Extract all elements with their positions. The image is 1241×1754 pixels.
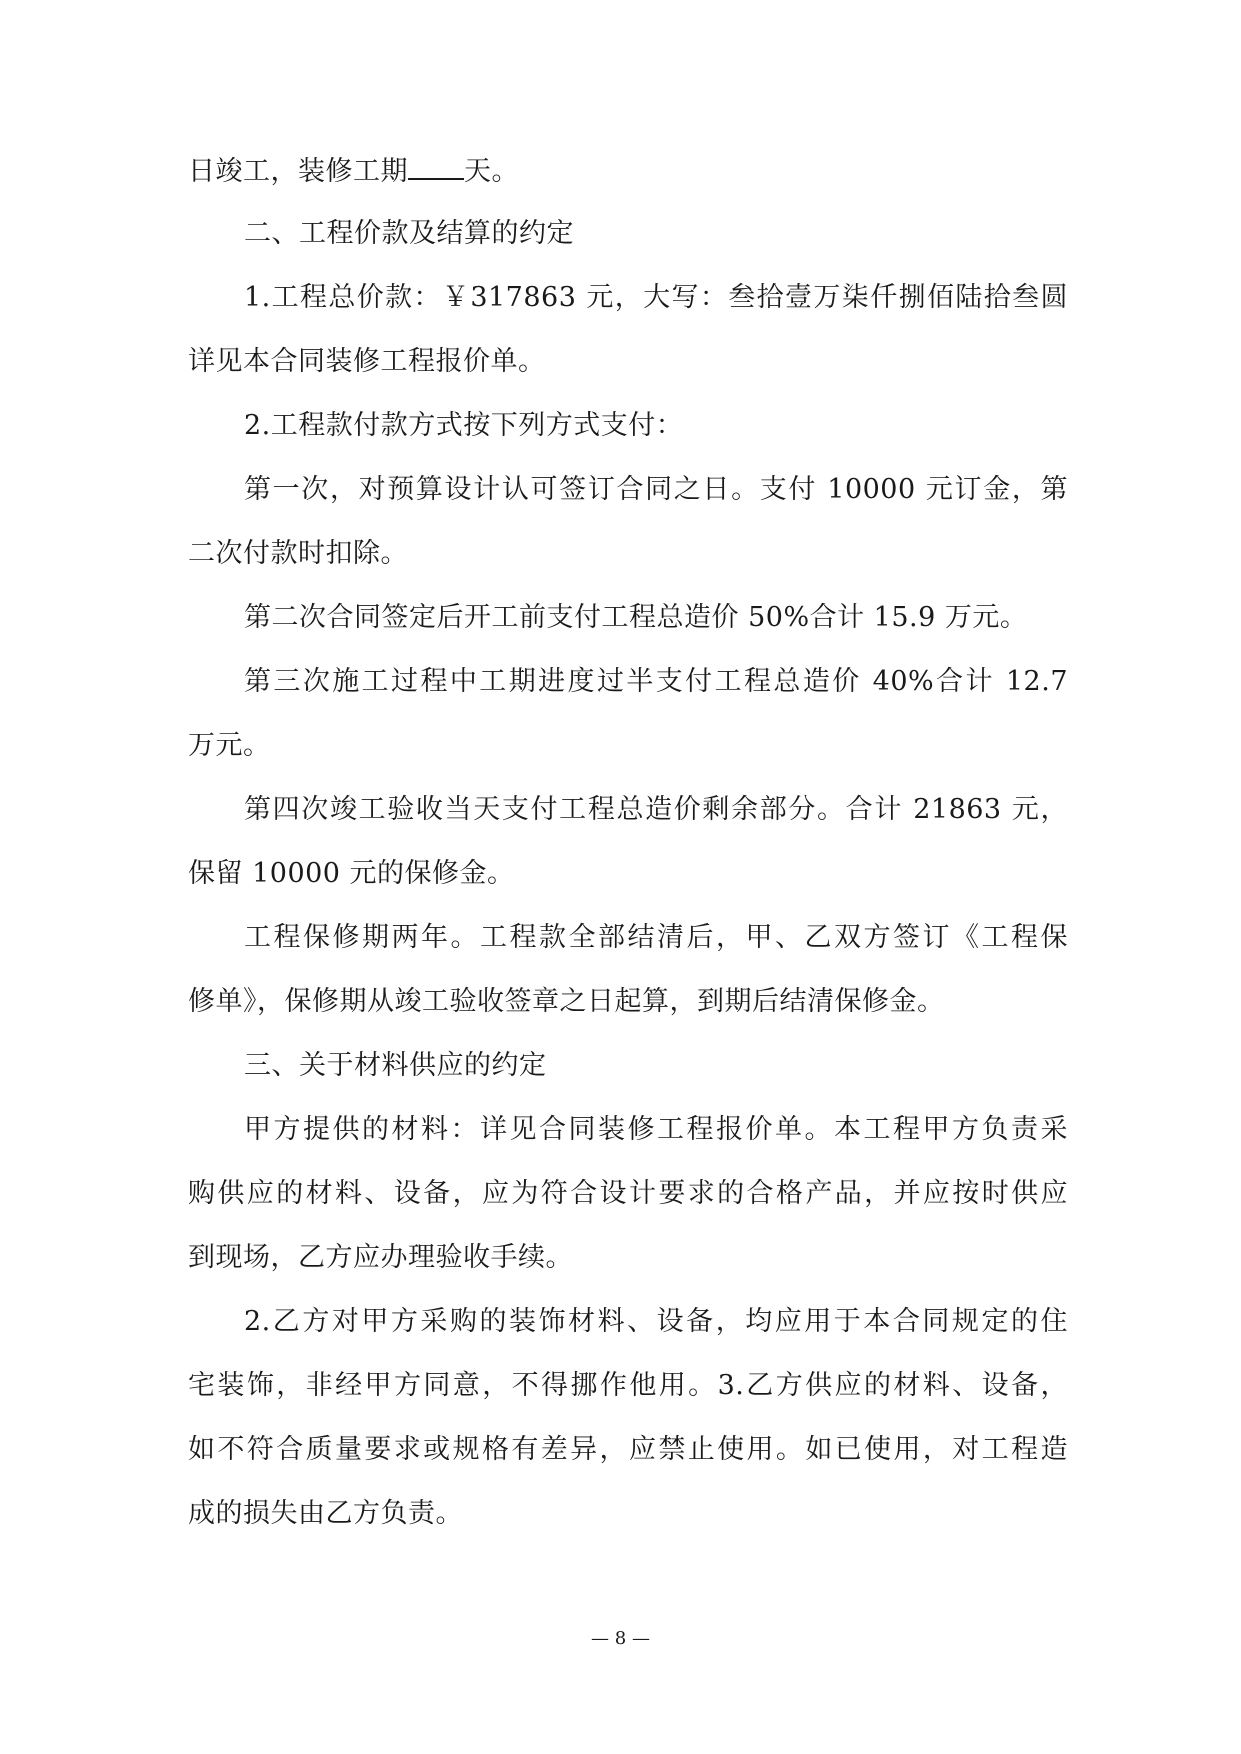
paragraph-line: 保留 10000 元的保修金。	[188, 858, 515, 889]
paragraph-line: 第三次施工过程中工期进度过半支付工程总造价 40%合计 12.7	[244, 666, 1068, 697]
paragraph-line: 甲方提供的材料：详见合同装修工程报价单。本工程甲方负责采	[244, 1114, 1068, 1145]
line-text: 日竣工，装修工期	[188, 156, 408, 187]
paragraph-line: 修单》，保修期从竣工验收签章之日起算，到期后结清保修金。	[188, 986, 945, 1017]
paragraph-line: 到现场，乙方应办理验收手续。	[188, 1242, 573, 1273]
paragraph-line: 2.乙方对甲方采购的装饰材料、设备，均应用于本合同规定的住	[244, 1306, 1068, 1337]
paragraph-line: 工程保修期两年。工程款全部结清后，甲、乙双方签订《工程保	[244, 922, 1068, 953]
paragraph-line: 第一次，对预算设计认可签订合同之日。支付 10000 元订金，第	[244, 474, 1068, 505]
paragraph-line: 万元。	[188, 730, 271, 761]
document-body	[188, 154, 1068, 1562]
paragraph-line: 如不符合质量要求或规格有差异，应禁止使用。如已使用，对工程造	[188, 1434, 1068, 1465]
section-heading: 二、工程价款及结算的约定	[244, 218, 574, 249]
paragraph-line: 第二次合同签定后开工前支付工程总造价 50%合计 15.9 万元。	[244, 602, 1028, 633]
paragraph-line: 第四次竣工验收当天支付工程总造价剩余部分。合计 21863 元，	[244, 794, 1068, 825]
line-text: 天。	[464, 156, 519, 187]
paragraph-line: 详见本合同装修工程报价单。	[188, 346, 546, 377]
blank-field	[408, 154, 464, 180]
paragraph-line	[188, 154, 1068, 186]
paragraph-line: 宅装饰，非经甲方同意，不得挪作他用。3.乙方供应的材料、设备，	[188, 1370, 1068, 1401]
section-heading: 三、关于材料供应的约定	[244, 1050, 547, 1081]
paragraph-line: 购供应的材料、设备，应为符合设计要求的合格产品，并应按时供应	[188, 1178, 1068, 1209]
paragraph-line: 成的损失由乙方负责。	[188, 1498, 463, 1529]
paragraph-line: 2.工程款付款方式按下列方式支付：	[244, 410, 684, 441]
paragraph-line: 二次付款时扣除。	[188, 538, 408, 569]
page-number: — 8 —	[591, 1628, 650, 1649]
paragraph-line: 1.工程总价款：￥317863 元，大写：叁拾壹万柒仟捌佰陆拾叁圆	[244, 282, 1068, 313]
